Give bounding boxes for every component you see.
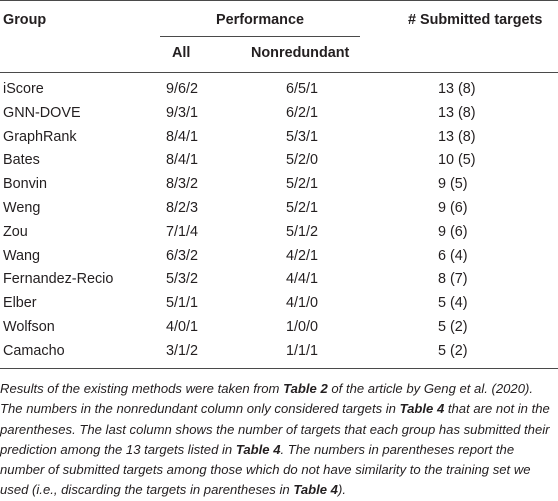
caption-ref-table4-b: Table 4 <box>235 441 281 457</box>
header-submitted: # Submitted targets <box>408 12 543 28</box>
cell-nonredundant: 4/2/1 <box>286 247 319 264</box>
cell-all: 8/3/2 <box>166 176 199 193</box>
caption-ref-table2: Table 2 <box>283 381 328 396</box>
cell-group: Wang <box>3 247 41 264</box>
cell-submitted: 9 (6) <box>438 223 468 240</box>
cell-nonredundant: 6/2/1 <box>286 104 319 121</box>
cell-nonredundant: 5/2/0 <box>286 152 319 169</box>
cell-nonredundant: 1/0/0 <box>286 319 319 335</box>
cell-nonredundant: 4/4/1 <box>286 271 319 288</box>
cell-all: 8/4/1 <box>166 128 199 145</box>
header-performance: Performance <box>216 12 304 28</box>
cell-group: GraphRank <box>3 128 77 145</box>
cell-submitted: 9 (6) <box>438 200 468 216</box>
cell-all: 8/2/3 <box>166 200 199 216</box>
cell-all: 3/1/2 <box>166 342 199 359</box>
cell-nonredundant: 6/5/1 <box>286 81 319 97</box>
cell-submitted: 13 (8) <box>438 104 476 121</box>
cell-submitted: 13 (8) <box>438 81 476 97</box>
header-nonredundant: Nonredundant <box>251 45 350 61</box>
cell-all: 7/1/4 <box>166 223 199 240</box>
cell-nonredundant: 5/1/2 <box>286 223 319 240</box>
cell-submitted: 13 (8) <box>438 128 476 145</box>
bottom-rule <box>0 368 558 369</box>
caption-text-5: ). <box>337 482 346 498</box>
header-all: All <box>172 45 191 61</box>
top-rule <box>0 0 558 1</box>
cell-group: iScore <box>3 81 44 97</box>
cell-all: 8/4/1 <box>166 152 199 169</box>
cell-all: 5/3/2 <box>166 271 199 288</box>
cell-group: Zou <box>3 223 28 240</box>
cell-nonredundant: 5/3/1 <box>286 128 319 145</box>
caption-text-1: Results of the existing methods were taken from <box>0 381 284 396</box>
cell-nonredundant: 1/1/1 <box>286 342 319 359</box>
cell-nonredundant: 4/1/0 <box>286 295 319 312</box>
cell-all: 9/6/2 <box>166 81 199 97</box>
cell-submitted: 5 (2) <box>438 319 468 335</box>
performance-underline <box>160 36 360 37</box>
cell-all: 5/1/1 <box>166 295 199 312</box>
cell-nonredundant: 5/2/1 <box>286 176 319 193</box>
header-group: Group <box>3 12 47 28</box>
cell-group: Weng <box>3 200 41 216</box>
caption-ref-table4-a: Table 4 <box>399 401 445 417</box>
cell-submitted: 8 (7) <box>438 271 468 288</box>
cell-nonredundant: 5/2/1 <box>286 200 319 216</box>
cell-group: Elber <box>3 295 37 312</box>
caption-ref-table4-c: Table 4 <box>293 482 338 498</box>
cell-all: 4/0/1 <box>166 319 199 335</box>
cell-submitted: 10 (5) <box>438 152 476 169</box>
caption-text-2: of the article by Geng et al. (2020). The numbers in the nonredundant column only considered targets in <box>0 381 533 417</box>
table-caption <box>0 379 556 501</box>
cell-group: Camacho <box>3 342 65 359</box>
cell-group: Bonvin <box>3 176 48 193</box>
cell-group: Bates <box>3 152 40 169</box>
cell-all: 9/3/1 <box>166 104 199 121</box>
cell-submitted: 9 (5) <box>438 176 468 193</box>
cell-all: 6/3/2 <box>166 247 199 264</box>
cell-submitted: 6 (4) <box>438 247 468 264</box>
caption-text-4: . The numbers in parentheses report the number of submitted targets among those which do not have similarity to the training set we used (i.e., discarding the targets in parentheses in <box>0 441 531 498</box>
caption-text-3: that are not in the parentheses. The last column shows the number of targets that each group has submitted their prediction among the 13 targets listed in <box>0 401 550 457</box>
cell-group: Fernandez-Recio <box>3 271 114 288</box>
cell-submitted: 5 (2) <box>438 342 468 359</box>
cell-submitted: 5 (4) <box>438 295 468 312</box>
cell-group: GNN-DOVE <box>3 104 81 121</box>
cell-group: Wolfson <box>3 319 55 335</box>
header-rule <box>0 72 558 73</box>
